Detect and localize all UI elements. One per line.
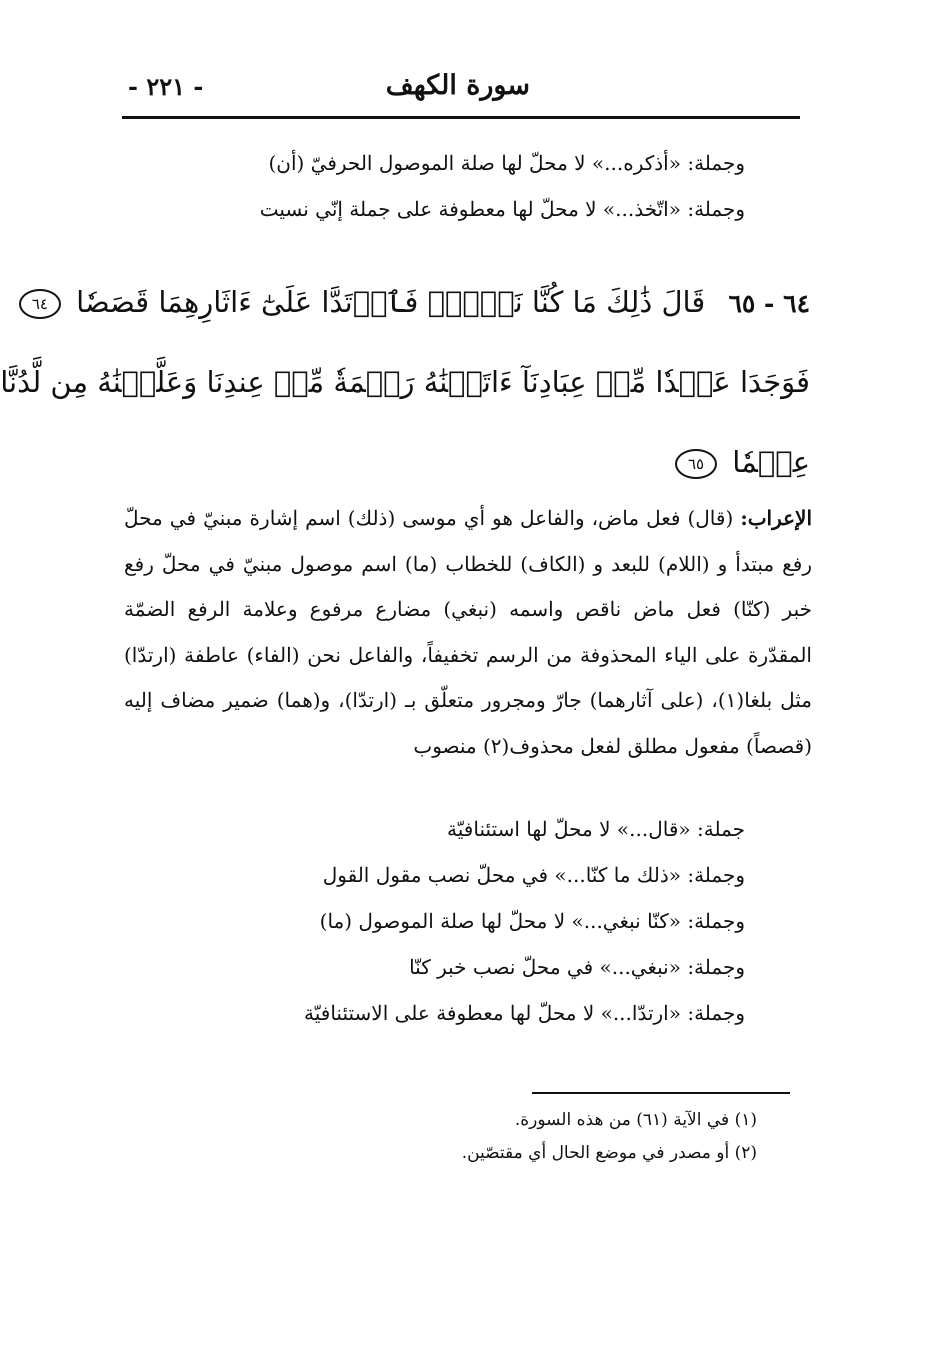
irab-label: الإعراب: (740, 506, 813, 530)
ayah-end-marker: ٦٤ (19, 289, 61, 319)
verse-text: قَالَ ذَٰلِكَ مَا كُنَّا نَبۡغِۚ فَٱرۡتَدَّا عَلَىٰٓ ءَاثَارِهِمَا قَصَصٗا (76, 285, 706, 319)
bottom-clause-list (185, 806, 745, 1036)
top-clause-list (185, 140, 745, 232)
clause-line: وجملة: «ذلك ما كنّا...» في محلّ نصب مقول القول (322, 863, 745, 887)
clause-line: وجملة: «اتّخذ...» لا محلّ لها معطوفة على جملة إنّي نسيت (259, 197, 745, 221)
footnote: (٢) أو مصدر في موضع الحال أي مقتصّين. (461, 1143, 757, 1163)
page-header (120, 66, 800, 112)
verse-text: فَوَجَدَا عَبۡدٗا مِّنۡ عِبَادِنَآ ءَاتَيۡنَٰهُ رَحۡمَةٗ مِّنۡ عِندِنَا وَعَلَّمۡنَٰهُ مِن لَّدُنَّا (0, 365, 810, 399)
irab-text: (قال) فعل ماض، والفاعل هو أي موسى (ذلك) اسم إشارة مبنيّ في محلّ رفع مبتدأ و (اللام) للبعد و (الكاف) للخطاب (ما) اسم موصول مبنيّ في محلّ رفع خبر (كنّا) فعل ماض ناقص واسمه (نبغي) مضارع مرفوع وعلامة الرفع الضمّة المقدّرة على الياء المحذوفة من الرسم تخفيفاً، والفاعل نحن (الفاء) عاطفة (ارتدّا) مثل بلغا(١)، (على آثارهما) جارّ ومجرور متعلّق بـ (ارتدّا)، و(هما) ضمير مضاف إليه (قصصاً) مفعول مطلق لفعل محذوف(٢) منصوب (124, 506, 812, 758)
surah-title: سورة الكهف (385, 70, 530, 101)
clause-line: وجملة: «ارتدّا...» لا محلّ لها معطوفة على الاستئنافيّة (304, 1001, 745, 1025)
page-number: - ٢٢١ - (128, 72, 204, 101)
footnote-divider (532, 1092, 790, 1094)
clause-line: وجملة: «كنّا نبغي...» لا محلّ لها صلة الموصول (ما) (319, 909, 745, 933)
header-divider (122, 116, 800, 119)
footnotes (237, 1104, 757, 1170)
verse-text: عِلۡمٗا (732, 445, 810, 479)
quran-verse (0, 262, 810, 502)
verse-line-2 (0, 342, 810, 422)
clause-line: وجملة: «أذكره...» لا محلّ لها صلة الموصول الحرفيّ (أن) (268, 151, 745, 175)
clause-line: وجملة: «نبغي...» في محلّ نصب خبر كنّا (409, 955, 745, 979)
verse-number-label: ٦٤ - ٦٥ (728, 289, 810, 318)
irab-paragraph (124, 496, 812, 769)
verse-line-3 (130, 422, 810, 502)
footnote: (١) في الآية (٦١) من هذه السورة. (514, 1110, 757, 1130)
verse-line-1 (31, 262, 810, 342)
clause-line: جملة: «قال...» لا محلّ لها استئنافيّة (447, 817, 745, 841)
ayah-end-marker: ٦٥ (675, 449, 717, 479)
